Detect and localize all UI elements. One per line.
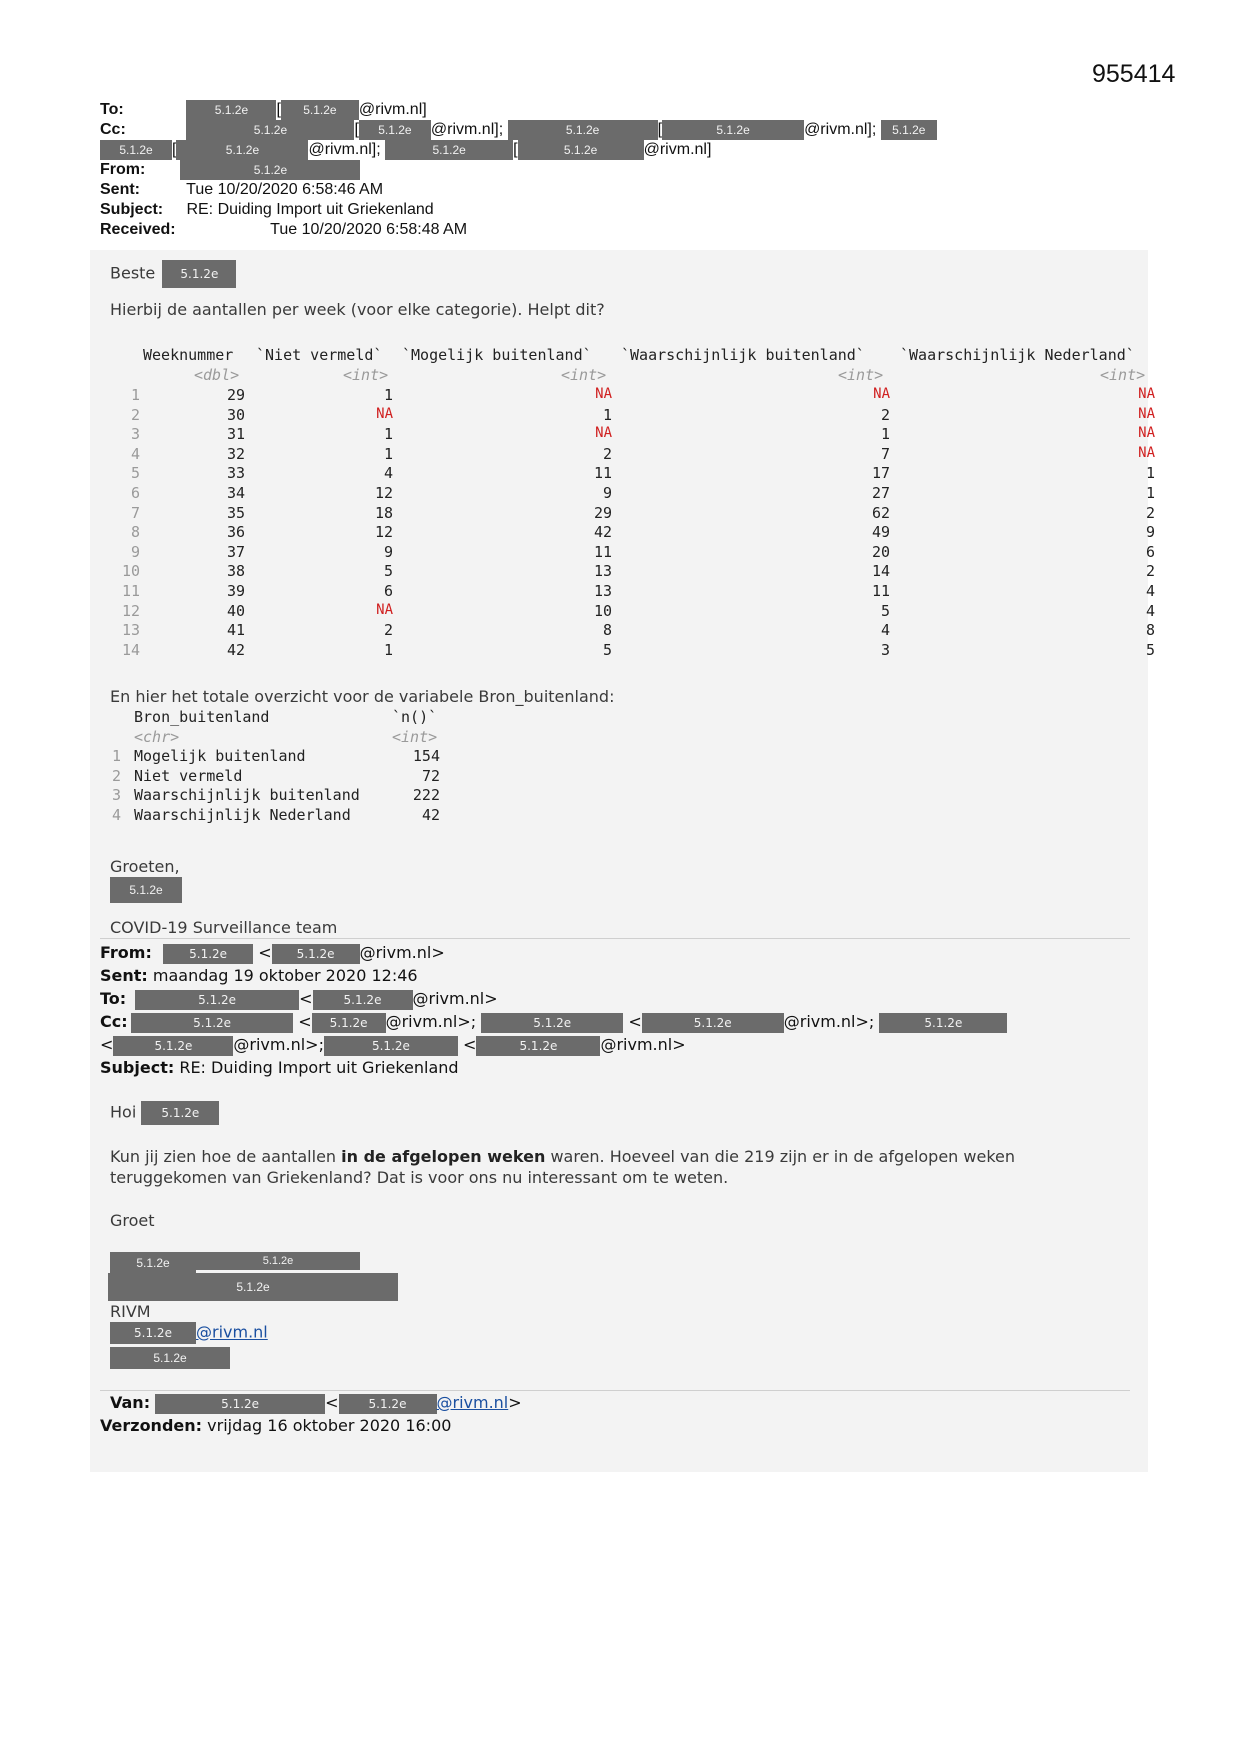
subject-label: Subject: (100, 1058, 175, 1077)
lt: < (463, 1035, 477, 1054)
summary-category: Niet vermeld (134, 766, 243, 785)
table-cell: 5 (602, 640, 612, 659)
row-number: 11 (121, 582, 140, 600)
redaction: 5.1.2e (110, 1252, 196, 1274)
table-cell: 2 (1145, 503, 1155, 522)
addr: @rivm.nl> (359, 943, 445, 962)
redaction: 5.1.2e (508, 120, 658, 140)
table-cell: 1 (1145, 464, 1155, 483)
table-cell: 1 (383, 425, 393, 444)
lt: < (628, 1012, 642, 1031)
bracket: [ (276, 101, 281, 119)
cc-domain: @rivm.nl]; (308, 141, 381, 159)
msg3-from-row (110, 1392, 522, 1414)
table-cell: 36 (226, 523, 245, 542)
table-cell: 40 (226, 601, 245, 620)
divider (100, 938, 1130, 939)
table-cell: NA (873, 386, 890, 402)
intro-text: Hierbij de aantallen per week (voor elke categorie). Helpt dit? (110, 300, 605, 319)
table-cell: 30 (226, 405, 245, 424)
col-header-week: Weeknummer (143, 346, 234, 364)
redaction: 5.1.2e (518, 140, 644, 160)
table-cell: 4 (1145, 601, 1155, 620)
type-label: <dbl> (194, 366, 240, 384)
to-label: To: (100, 989, 127, 1008)
table-cell: 2 (602, 444, 612, 463)
greeting: Beste (110, 263, 156, 283)
table-cell: 2 (1145, 562, 1155, 581)
bracket: [ (172, 141, 177, 159)
table-cell: NA (595, 425, 612, 442)
msg2-body-line1 (110, 1147, 1015, 1166)
redaction: 5.1.2e (180, 160, 360, 180)
sent-label: Sent: (100, 181, 140, 198)
table-cell: 41 (226, 621, 245, 640)
table-cell: 12 (374, 523, 393, 542)
table-cell: 35 (226, 503, 245, 522)
header-subject-row (100, 200, 434, 220)
to-domain: @rivm.nl] (358, 101, 427, 119)
header-sent-row (100, 180, 383, 200)
table-cell: 11 (593, 464, 612, 483)
email-row (110, 1322, 268, 1344)
table-cell: 4 (880, 621, 890, 640)
addr: @rivm.nl> (412, 989, 498, 1008)
table-cell: 20 (871, 542, 890, 561)
cc-label: Cc: (100, 1012, 128, 1031)
redaction: 5.1.2e (324, 1036, 458, 1056)
sig-redaction (108, 1273, 398, 1301)
cc-domain: @rivm.nl] (643, 141, 712, 159)
email-link[interactable]: @rivm.nl (436, 1393, 509, 1412)
type-label: <chr> (134, 728, 180, 746)
redaction: 5.1.2e (110, 1347, 230, 1369)
table-cell: 38 (226, 562, 245, 581)
body-text: Kun jij zien hoe de aantallen (110, 1147, 342, 1166)
table-cell: 12 (374, 484, 393, 502)
redaction: 5.1.2e (281, 100, 359, 120)
redaction: 5.1.2e (176, 140, 308, 160)
row-number: 14 (121, 640, 140, 659)
table-cell: NA (1138, 405, 1155, 422)
redaction: 5.1.2e (476, 1036, 600, 1056)
row-number: 10 (121, 562, 140, 581)
subject-value: RE: Duiding Import uit Griekenland (179, 1058, 459, 1077)
row-number: 7 (130, 503, 140, 522)
from-label: From: (100, 161, 146, 179)
table-cell: 29 (226, 386, 245, 404)
type-label: <int> (561, 366, 607, 384)
redaction: 5.1.2e (879, 1013, 1007, 1033)
table-cell: 27 (871, 484, 890, 502)
table-cell: 6 (1145, 542, 1155, 561)
table-cell: 8 (1145, 621, 1155, 640)
redaction: 5.1.2e (163, 944, 253, 964)
van-label: Van: (110, 1393, 151, 1412)
summary-count: 154 (412, 747, 440, 765)
table-cell: 1 (602, 405, 612, 424)
bracket: [ (354, 121, 359, 139)
org-name: RIVM (110, 1302, 151, 1321)
table-cell: 9 (1145, 523, 1155, 542)
addr: @rivm.nl>; (233, 1035, 324, 1054)
table-cell: 42 (226, 640, 245, 659)
table-cell: 4 (1145, 582, 1155, 600)
body-bold: in de afgelopen weken (341, 1147, 546, 1166)
closing: Groeten, (110, 857, 180, 876)
row-number: 3 (130, 425, 140, 444)
summary-count: 222 (412, 786, 440, 804)
row-number: 6 (130, 484, 140, 502)
bracket: [ (513, 141, 518, 159)
type-label: <int> (343, 366, 389, 384)
from-label: From: (100, 943, 152, 962)
table-cell: 29 (593, 503, 612, 522)
msg3-sent-row (100, 1415, 451, 1437)
table-cell: 49 (871, 523, 890, 542)
table-cell: NA (376, 405, 393, 422)
header-cc-row-2 (100, 140, 711, 160)
lt: < (325, 1393, 339, 1412)
row-number: 9 (130, 542, 140, 561)
table-cell: 6 (383, 582, 393, 600)
table-cell: 62 (871, 503, 890, 522)
row-number: 1 (130, 386, 140, 404)
col-header-waarschijnlijk-nederland: `Waarschijnlijk Nederland` (900, 346, 1135, 364)
redaction: 5.1.2e (359, 120, 431, 140)
table-cell: 3 (880, 640, 890, 659)
table-cell: 2 (880, 405, 890, 424)
summary-col-header: `n()` (392, 708, 438, 726)
type-label: <int> (1100, 366, 1146, 384)
row-number: 2 (130, 405, 140, 424)
table-cell: 7 (880, 444, 890, 463)
body-text: waren. Hoeveel van die 219 zijn er in de afgelopen weken (545, 1147, 1016, 1166)
cc-domain: @rivm.nl]; (804, 121, 877, 139)
divider (100, 1390, 1130, 1391)
redaction: 5.1.2e (642, 1013, 784, 1033)
table-cell: 32 (226, 444, 245, 463)
table-cell: 17 (871, 464, 890, 483)
lt: < (298, 1012, 312, 1031)
signature-redaction (110, 877, 182, 903)
addr: @rivm.nl> (600, 1035, 686, 1054)
sent-value: vrijdag 16 oktober 2020 16:00 (207, 1416, 452, 1435)
table-cell: 8 (602, 621, 612, 640)
table-cell: 14 (871, 562, 890, 581)
header-cc-row (100, 120, 937, 140)
sent-value: Tue 10/20/2020 6:58:46 AM (186, 181, 384, 198)
msg2-sent-row (100, 965, 418, 987)
table-cell: 1 (880, 425, 890, 444)
row-number: 4 (130, 444, 140, 463)
redaction: 5.1.2e (481, 1013, 623, 1033)
table-cell: 37 (226, 542, 245, 561)
row-number: 1 (112, 747, 122, 765)
to-label: To: (100, 101, 124, 119)
msg2-closing: Groet (110, 1211, 155, 1230)
table-cell: 1 (383, 386, 393, 404)
redaction: 5.1.2e (385, 140, 513, 160)
lt: < (258, 943, 272, 962)
table-cell: 33 (226, 464, 245, 483)
table-cell: 4 (383, 464, 393, 483)
table-cell: 5 (383, 562, 393, 581)
redaction: 5.1.2e (155, 1394, 325, 1414)
sig-redaction (110, 1252, 360, 1274)
redaction: 5.1.2e (135, 990, 299, 1010)
bracket: [ (657, 121, 663, 139)
msg2-greeting-row (110, 1101, 219, 1125)
msg2-cc-row (100, 1011, 1007, 1033)
redaction: 5.1.2e (100, 140, 172, 160)
cc-label: Cc: (100, 121, 126, 139)
row-number: 13 (121, 621, 140, 640)
summary-intro: En hier het totale overzicht voor de variabele Bron_buitenland: (110, 687, 615, 706)
redaction: 5.1.2e (110, 1322, 196, 1344)
type-label: <int> (392, 728, 438, 746)
verzonden-label: Verzonden: (100, 1416, 203, 1435)
redaction: 5.1.2e (186, 100, 276, 120)
msg2-body-line2: teruggekomen van Griekenland? Dat is voor ons nu interessant om te weten. (110, 1168, 729, 1187)
greeting-row (110, 260, 236, 288)
header-to-row (100, 100, 427, 120)
summary-category: Waarschijnlijk Nederland (134, 805, 351, 824)
table-cell: 13 (593, 562, 612, 581)
table-cell: 9 (383, 542, 393, 561)
redaction: 5.1.2e (186, 120, 354, 140)
header-received-row (100, 220, 467, 240)
table-cell: 42 (593, 523, 612, 542)
gt: > (508, 1393, 522, 1412)
redaction: 5.1.2e (108, 1273, 398, 1301)
greeting: Hoi (110, 1102, 137, 1122)
table-cell: 34 (226, 484, 245, 502)
summary-category: Waarschijnlijk buitenland (134, 786, 360, 804)
lt: < (299, 989, 313, 1008)
sent-label: Sent: (100, 966, 148, 985)
table-cell: NA (1138, 425, 1155, 442)
row-number: 8 (130, 523, 140, 542)
lt: < (100, 1035, 114, 1054)
row-number: 5 (130, 464, 140, 483)
email-link[interactable]: @rivm.nl (196, 1322, 268, 1342)
redaction: 5.1.2e (339, 1394, 437, 1414)
table-cell: NA (595, 386, 612, 402)
table-cell: 2 (383, 621, 393, 640)
document-id: 955414 (1092, 60, 1176, 88)
table-cell: 39 (226, 582, 245, 600)
row-number: 2 (112, 766, 122, 785)
redaction: 5.1.2e (312, 1013, 386, 1033)
sig-redaction (110, 1347, 230, 1369)
row-number: 3 (112, 786, 122, 804)
summary-count: 72 (421, 766, 440, 785)
row-number: 12 (121, 601, 140, 620)
received-label: Received: (100, 221, 176, 238)
addr: @rivm.nl>; (385, 1012, 477, 1031)
cc-domain: @rivm.nl]; (430, 121, 504, 139)
table-cell: 5 (1145, 640, 1155, 659)
table-cell: 31 (226, 425, 245, 444)
subject-label: Subject: (100, 201, 164, 218)
redaction: 5.1.2e (662, 120, 804, 140)
table-cell: 18 (374, 503, 393, 522)
received-value: Tue 10/20/2020 6:58:48 AM (270, 221, 468, 238)
redaction: 5.1.2e (141, 1101, 219, 1125)
redaction: 5.1.2e (272, 944, 360, 964)
redaction: 5.1.2e (313, 990, 413, 1010)
col-header-niet-vermeld: `Niet vermeld` (256, 346, 383, 364)
summary-col-header: Bron_buitenland (134, 708, 270, 726)
summary-category: Mogelijk buitenland (134, 747, 306, 765)
table-cell: 11 (593, 542, 612, 561)
msg2-from-row (100, 942, 445, 964)
redaction: 5.1.2e (110, 877, 182, 903)
table-cell: 11 (871, 582, 890, 600)
table-cell: NA (376, 601, 393, 618)
msg2-cc-row-2 (100, 1034, 686, 1056)
table-cell: 10 (593, 601, 612, 620)
table-cell: 13 (593, 582, 612, 600)
team-name: COVID-19 Surveillance team (110, 918, 338, 937)
col-header-mogelijk: `Mogelijk buitenland` (402, 346, 592, 364)
table-cell: NA (1138, 444, 1155, 461)
table-cell: 5 (880, 601, 890, 620)
addr: @rivm.nl>; (783, 1012, 875, 1031)
table-cell: 9 (602, 484, 612, 502)
msg2-to-row (100, 988, 498, 1010)
sent-value: maandag 19 oktober 2020 12:46 (152, 966, 418, 985)
redaction: 5.1.2e (113, 1036, 233, 1056)
table-cell: 1 (1145, 484, 1155, 502)
redaction: 5.1.2e (162, 260, 236, 288)
subject-value: RE: Duiding Import uit Griekenland (186, 201, 434, 218)
table-cell: NA (1138, 386, 1155, 402)
type-label: <int> (838, 366, 884, 384)
col-header-waarschijnlijk-buitenland: `Waarschijnlijk buitenland` (621, 346, 865, 364)
table-cell: 1 (383, 640, 393, 659)
row-number: 4 (112, 805, 122, 824)
summary-count: 42 (421, 805, 440, 824)
table-cell: 1 (383, 444, 393, 463)
redaction: 5.1.2e (131, 1013, 293, 1033)
header-from-row (100, 160, 360, 180)
redaction: 5.1.2e (881, 120, 937, 140)
msg2-subject-row (100, 1057, 459, 1079)
redaction: 5.1.2e (196, 1252, 360, 1270)
